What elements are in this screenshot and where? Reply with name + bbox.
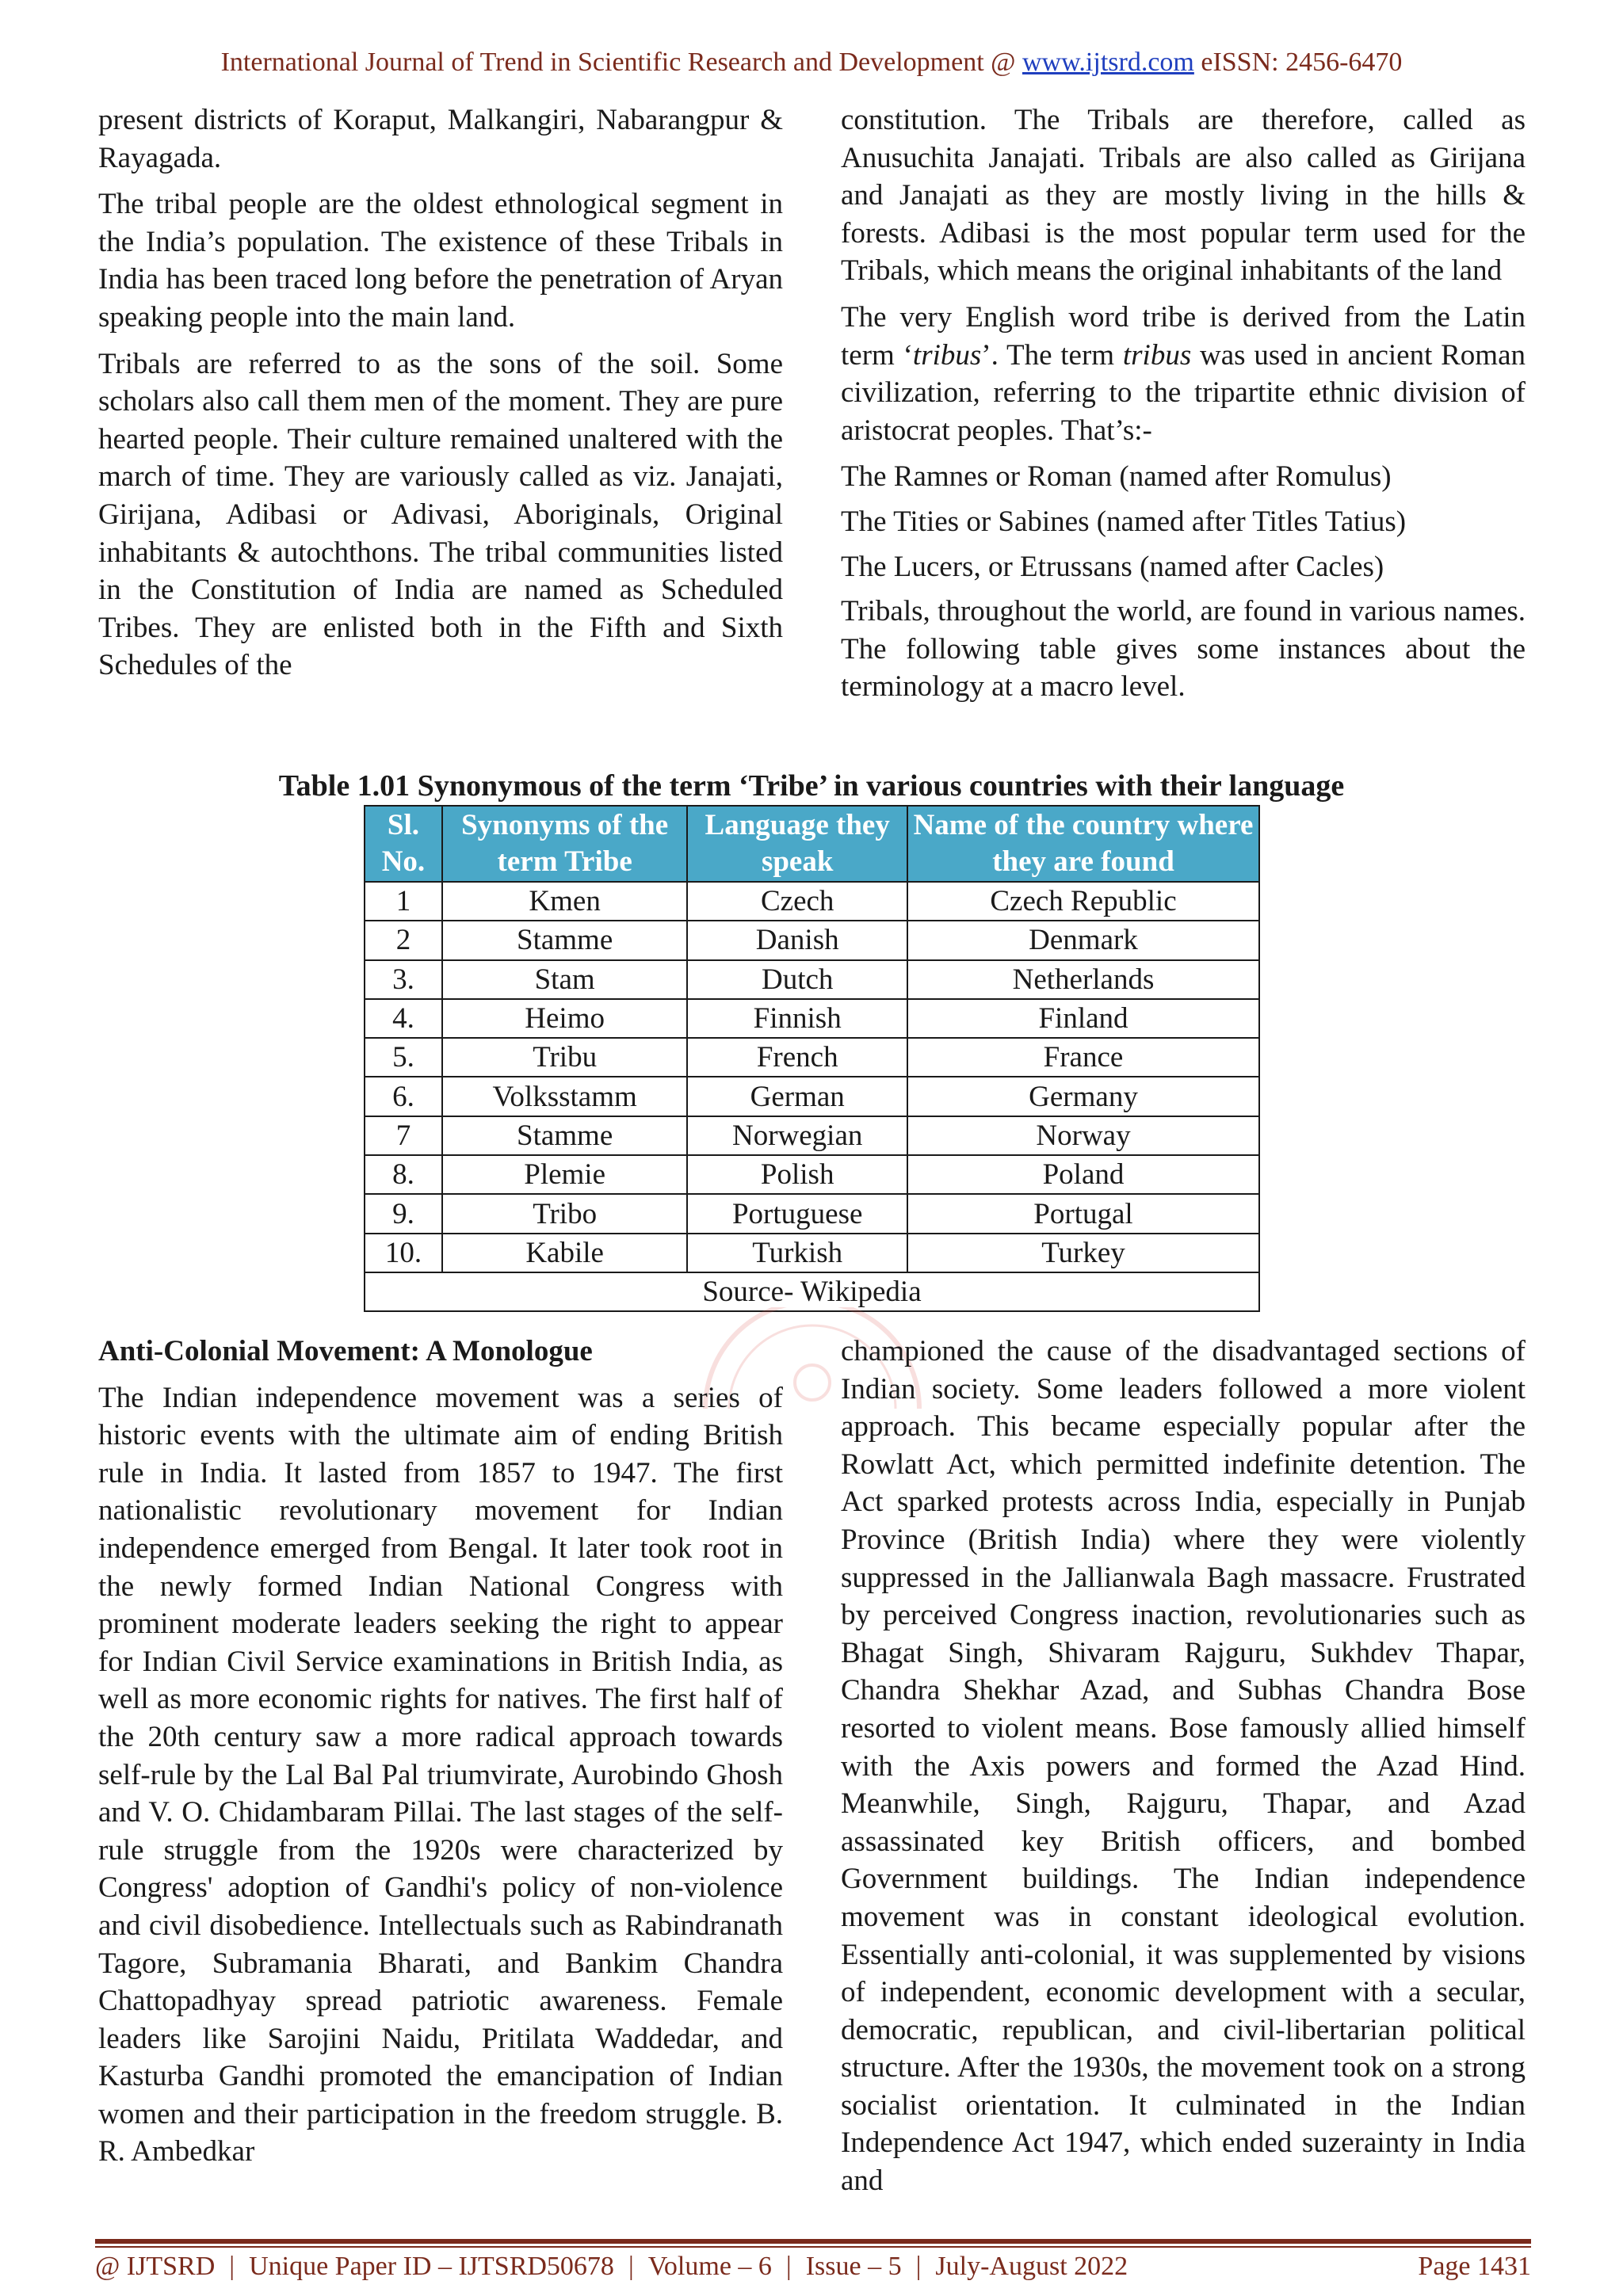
table-cell: Kmen xyxy=(442,882,688,921)
footer-left xyxy=(95,2252,1128,2282)
paragraph: Tribals, throughout the world, are found in various names. The following table gives some instances about the terminology at a macro level. xyxy=(841,595,1526,704)
table-header-row xyxy=(365,806,1259,882)
table-cell: French xyxy=(687,1038,907,1077)
paragraph: The Lucers, or Etrussans (named after Cacles) xyxy=(841,550,1384,583)
table-cell: 1 xyxy=(365,882,442,921)
paragraph: Tribals are referred to as the sons of the soil. Some scholars also call them men of the moment. They are pure hearted people. Their culture remained unaltered with the march of time. They are variously called as viz. Janajati, Girijana, Adibasi or Adivasi, Aboriginals, Original inhabitants & autochthons. The tribal communities listed in the Constitution of India are named as Scheduled Tribes. They are enlisted both in the Fifth and Sixth Schedules of the xyxy=(98,347,783,682)
paragraph: championed the cause of the disadvantaged sections of Indian society. Some leaders followed a more violent approach. This became especially popular after the Rowlatt Act, which permitted indefinite detention. The Act sparked protests across India, especially in Punjab Province (British India) where they were violently suppressed in the Jallianwala Bagh massacre. Frustrated by perceived Congress inaction, revolutionaries such as Bhagat Singh, Shivaram Rajguru, Sukhdev Thapar, Chandra Shekhar Azad, and Subhas Chandra Bose resorted to violent means. Bose famously allied himself with the Axis powers and formed the Azad Hind. Meanwhile, Singh, Rajguru, Thapar, and Azad assassinated key British officers, and bombed Government buildings. The Indian independence movement was in constant ideological evolution. Essentially anti-colonial, it was supplemented by visions of independent, economic development with a secular, democratic, republican, and civil-libertarian political structure. After the 1930s, the movement took on a strong socialist orientation. It culminated in the Indian Independence Act 1947, which ended suzerainty in India and xyxy=(841,1335,1526,2198)
table-cell: Turkish xyxy=(687,1234,907,1272)
table-row xyxy=(365,1234,1259,1272)
table-cell: Portugal xyxy=(907,1194,1259,1233)
italic-term: tribus xyxy=(1122,338,1192,372)
footer-divider-thin xyxy=(95,2246,1531,2248)
paragraph: The Tities or Sabines (named after Titles Tatius) xyxy=(841,505,1407,538)
table-cell: Danish xyxy=(687,921,907,959)
section-heading: Anti-Colonial Movement: A Monologue xyxy=(98,1335,593,1367)
footer-date: July-August 2022 xyxy=(935,2252,1128,2281)
footer-paper-id: Unique Paper ID – IJTSRD50678 xyxy=(249,2252,614,2281)
table-cell: Poland xyxy=(907,1155,1259,1194)
right-column-top xyxy=(841,101,1526,715)
table-cell: Polish xyxy=(687,1155,907,1194)
table-source: Source- Wikipedia xyxy=(365,1272,1259,1311)
journal-name: International Journal of Trend in Scientific Research and Development @ xyxy=(220,48,1022,77)
footer-separator: | xyxy=(229,2252,235,2281)
table-cell: Portuguese xyxy=(687,1194,907,1233)
footer-divider xyxy=(95,2239,1531,2244)
table-cell: 2 xyxy=(365,921,442,959)
table-cell: Kabile xyxy=(442,1234,688,1272)
running-footer xyxy=(95,2252,1531,2282)
table-cell: 3. xyxy=(365,960,442,999)
table-source-row xyxy=(365,1272,1259,1311)
table-row xyxy=(365,1155,1259,1194)
table-cell: France xyxy=(907,1038,1259,1077)
table-cell: Denmark xyxy=(907,921,1259,959)
table-cell: Dutch xyxy=(687,960,907,999)
table-cell: 7 xyxy=(365,1116,442,1155)
paragraph: The tribal people are the oldest ethnological segment in the India’s population. The existence of these Tribals in India has been traced long before the penetration of Aryan speaking people into the main land. xyxy=(98,188,783,334)
table-cell: Stamme xyxy=(442,921,688,959)
table-row xyxy=(365,1194,1259,1233)
table-cell: Norway xyxy=(907,1116,1259,1155)
table-cell: Turkey xyxy=(907,1234,1259,1272)
table-cell: 8. xyxy=(365,1155,442,1194)
footer-org: @ IJTSRD xyxy=(95,2252,216,2281)
text-run: ’. The term xyxy=(981,338,1123,372)
table-row xyxy=(365,1116,1259,1155)
table-row xyxy=(365,999,1259,1038)
table-cell: 10. xyxy=(365,1234,442,1272)
text-run: was used in ancient Roman civilization, referring to the tripartite ethnic division of aristocrat peoples. That’s:- xyxy=(841,338,1526,447)
table-cell: Tribu xyxy=(442,1038,688,1077)
issn: eISSN: 2456-6470 xyxy=(1193,48,1403,77)
table-cell: Netherlands xyxy=(907,960,1259,999)
paragraph xyxy=(841,299,1526,449)
running-header xyxy=(0,48,1623,78)
left-column-bottom xyxy=(98,1333,783,2180)
table-row xyxy=(365,921,1259,959)
table-cell: Germany xyxy=(907,1077,1259,1116)
table-cell: Tribo xyxy=(442,1194,688,1233)
table-cell: Norwegian xyxy=(687,1116,907,1155)
paragraph: The Ramnes or Roman (named after Romulus) xyxy=(841,460,1392,494)
column-header: Name of the country where they are found xyxy=(907,806,1259,882)
column-header: Sl. No. xyxy=(365,806,442,882)
table-cell: 6. xyxy=(365,1077,442,1116)
table-cell: Plemie xyxy=(442,1155,688,1194)
paragraph: constitution. The Tribals are therefore, called as Anusuchita Janajati. Tribals are also called as Girijana and Janajati as they are mostly living in the hills & forests. Adibasi is the most popular term used for the Tribals, which means the original inhabitants of the land xyxy=(841,104,1526,288)
page-number: Page 1431 xyxy=(1418,2252,1531,2281)
footer-separator: | xyxy=(785,2252,792,2281)
footer-volume: Volume – 6 xyxy=(647,2252,772,2281)
footer-separator: | xyxy=(628,2252,634,2281)
footer-issue: Issue – 5 xyxy=(805,2252,902,2281)
table-cell: 5. xyxy=(365,1038,442,1077)
tribe-synonyms-table xyxy=(364,805,1260,1312)
table-caption: Table 1.01 Synonymous of the term ‘Tribe’ in various countries with their language xyxy=(278,769,1345,803)
column-header: Language they speak xyxy=(687,806,907,882)
table-row xyxy=(365,1038,1259,1077)
table-cell: German xyxy=(687,1077,907,1116)
italic-term: tribus xyxy=(912,338,982,372)
table-cell: 9. xyxy=(365,1194,442,1233)
table-row xyxy=(365,960,1259,999)
right-column-bottom xyxy=(841,1333,1526,2209)
table-cell: Stam xyxy=(442,960,688,999)
paragraph: present districts of Koraput, Malkangiri, Nabarangpur & Rayagada. xyxy=(98,104,783,174)
table-cell: Czech Republic xyxy=(907,882,1259,921)
footer-separator: | xyxy=(915,2252,922,2281)
paragraph: The Indian independence movement was a series of historic events with the ultimate aim of ending British rule in India. It lasted from 1857 to 1947. The first nationalistic revolutionary movement for Indian independence emerged from Bengal. It later took root in the newly formed Indian National Congress with prominent moderate leaders seeking the right to appear for Indian Civil Service examinations in British India, as well as more economic rights for natives. The first half of the 20th century saw a more radical approach towards self-rule by the Lal Bal Pal triumvirate, Aurobindo Ghosh and V. O. Chidambaram Pillai. The last stages of the self-rule struggle from the 1920s were characterized by Congress' adoption of Gandhi's policy of non-violence and civil disobedience. Intellectuals such as Rabindranath Tagore, Subramania Bharati, and Bankim Chandra Chattopadhyay spread patriotic awareness. Female leaders like Sarojini Naidu, Pritilata Waddedar, and Kasturba Gandhi promoted the emancipation of Indian women and their participation in the freedom struggle. B. R. Ambedkar xyxy=(98,1381,783,2168)
table-cell: 4. xyxy=(365,999,442,1038)
table-cell: Czech xyxy=(687,882,907,921)
table-cell: Finland xyxy=(907,999,1259,1038)
column-header: Synonyms of the term Tribe xyxy=(442,806,688,882)
left-column-top xyxy=(98,101,783,693)
table-row xyxy=(365,882,1259,921)
table-cell: Heimo xyxy=(442,999,688,1038)
table-cell: Volksstamm xyxy=(442,1077,688,1116)
table-cell: Stamme xyxy=(442,1116,688,1155)
text-run: The very English word tribe is derived from the Latin term ‘ xyxy=(841,300,1526,372)
table-row xyxy=(365,1077,1259,1116)
table-cell: Finnish xyxy=(687,999,907,1038)
journal-url-link[interactable]: www.ijtsrd.com xyxy=(1022,48,1194,77)
